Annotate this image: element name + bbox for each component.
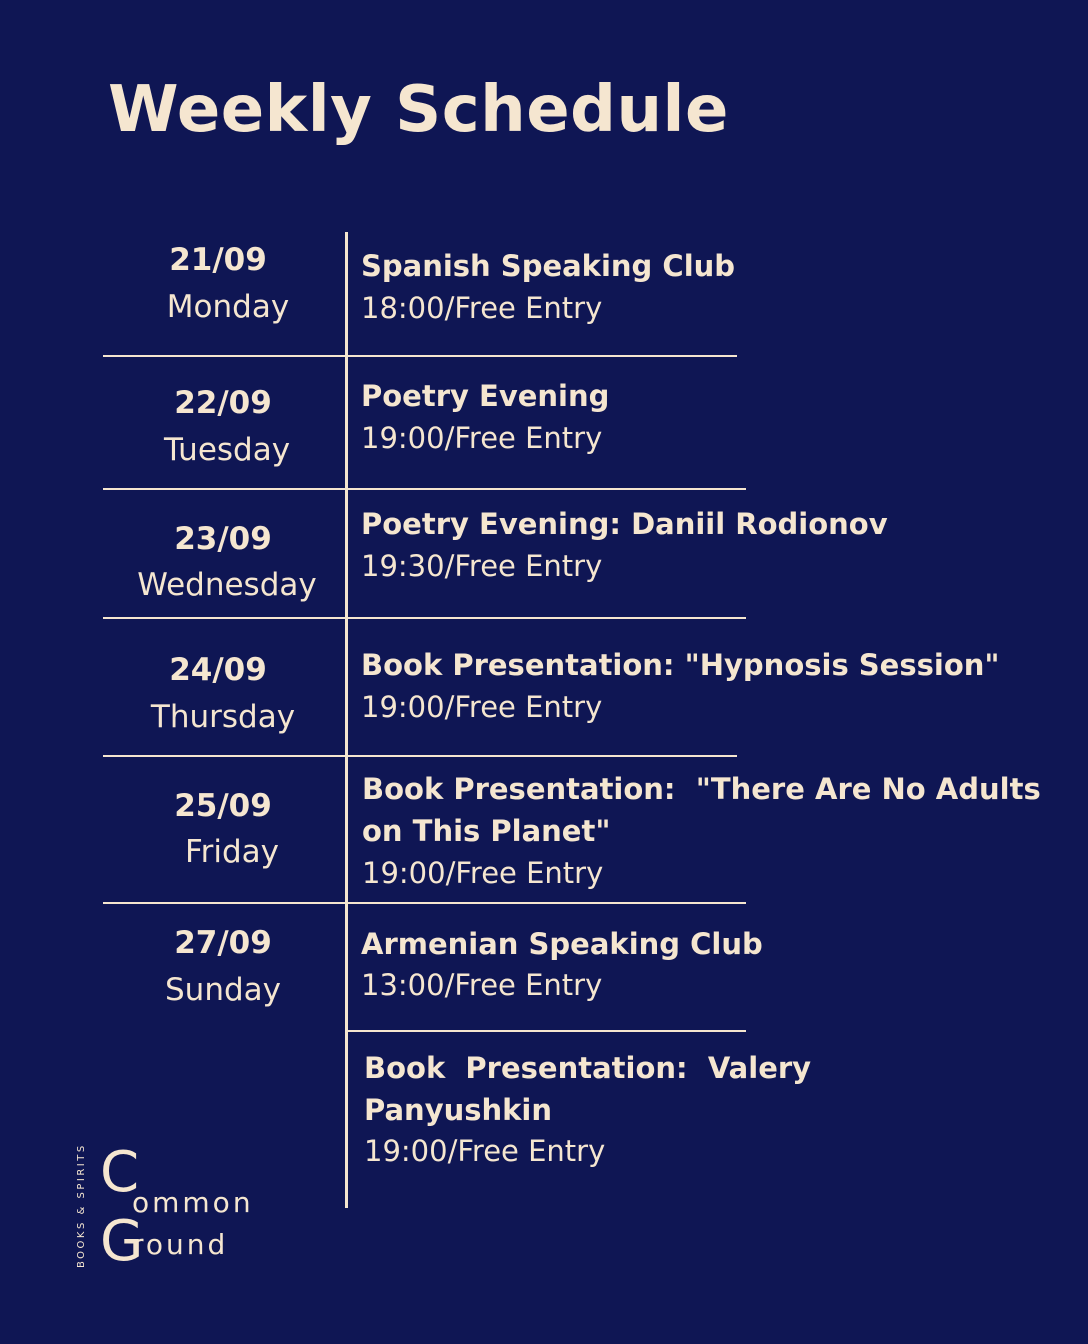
event-title: Spanish Speaking Club bbox=[361, 249, 736, 283]
event-title-continued: Panyushkin bbox=[364, 1093, 553, 1127]
day-weekday: Wednesday bbox=[137, 567, 317, 603]
event-title: Poetry Evening: Daniil Rodionov bbox=[361, 507, 888, 541]
row-separator bbox=[103, 488, 746, 490]
event-time: 19:00/Free Entry bbox=[361, 421, 603, 455]
day-date: 27/09 bbox=[174, 925, 272, 961]
event-title: Poetry Evening bbox=[361, 379, 610, 413]
event-time: 19:00/Free Entry bbox=[361, 690, 603, 724]
day-weekday: Friday bbox=[185, 834, 279, 870]
day-weekday: Tuesday bbox=[163, 432, 291, 468]
day-weekday: Monday bbox=[166, 289, 290, 325]
row-separator bbox=[103, 617, 746, 619]
row-separator bbox=[103, 755, 737, 757]
logo-initial-c: C bbox=[100, 1140, 140, 1205]
event-title-continued: on This Planet" bbox=[362, 814, 611, 848]
day-weekday: Sunday bbox=[165, 972, 281, 1008]
event-title: Armenian Speaking Club bbox=[361, 927, 763, 961]
event-time: 13:00/Free Entry bbox=[361, 968, 603, 1002]
event-title: Book Presentation: "Hypnosis Session" bbox=[361, 648, 1000, 682]
event-time: 19:00/Free Entry bbox=[362, 856, 604, 890]
event-title: Book Presentation: Valery bbox=[364, 1051, 812, 1085]
day-date: 21/09 bbox=[169, 242, 267, 278]
event-time: 18:00/Free Entry bbox=[361, 291, 603, 325]
day-weekday: Thursday bbox=[150, 699, 296, 735]
logo-tagline: BOOKS & SPIRITS bbox=[76, 1143, 87, 1268]
row-separator bbox=[103, 355, 737, 357]
day-date: 23/09 bbox=[174, 521, 272, 557]
event-title: Book Presentation: "There Are No Adults bbox=[362, 772, 1041, 806]
row-separator bbox=[103, 902, 746, 904]
day-date: 24/09 bbox=[169, 652, 267, 688]
event-time: 19:30/Free Entry bbox=[361, 549, 603, 583]
day-date: 25/09 bbox=[174, 788, 272, 824]
logo-word-round: round bbox=[132, 1228, 229, 1261]
row-separator bbox=[348, 1030, 746, 1032]
day-date: 22/09 bbox=[174, 385, 272, 421]
page-title: Weekly Schedule bbox=[108, 73, 729, 147]
event-time: 19:00/Free Entry bbox=[364, 1134, 606, 1168]
logo-initial-g: G bbox=[100, 1209, 144, 1274]
schedule-divider-vertical bbox=[345, 232, 348, 1208]
logo-word-ommon: ommon bbox=[132, 1186, 254, 1219]
